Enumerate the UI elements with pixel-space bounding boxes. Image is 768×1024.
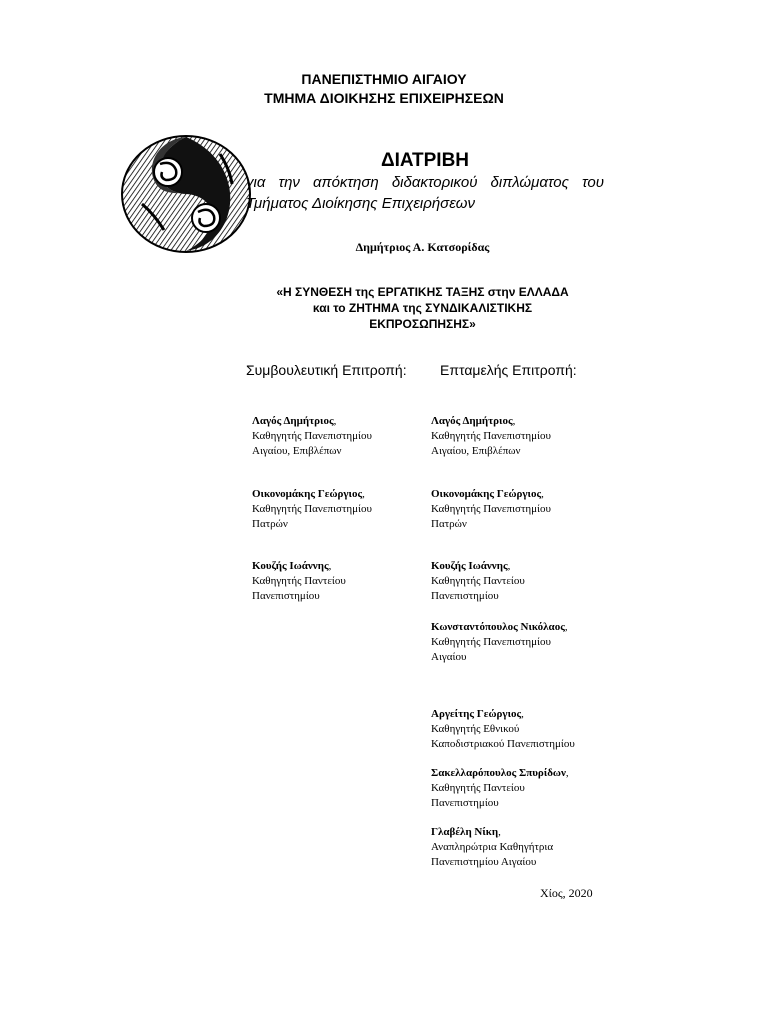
university-name: ΠΑΝΕΠΙΣΤΗΜΙΟ ΑΙΓΑΙΟΥ	[301, 71, 467, 87]
university-seal-icon	[120, 134, 252, 254]
member-name: Αργείτης Γεώργιος	[431, 708, 522, 720]
member-affiliation: Καποδιστριακού Πανεπιστημίου	[431, 738, 575, 750]
advisory-member: Λαγός Δημήτριος, Καθηγητής Πανεπιστημίου Αιγαίου, Επιβλέπων	[252, 414, 432, 459]
degree-purpose: για την απόκτηση διδακτορικού διπλώματος του Τμήματος Διοίκησης Επιχειρήσεων	[246, 174, 604, 212]
author-name: Δημήτριος Α. Κατσορίδας	[355, 240, 490, 254]
examining-member: Αργείτης Γεώργιος, Καθηγητής Εθνικού Καποδιστριακού Πανεπιστημίου	[431, 707, 631, 752]
member-title: Καθηγητής Πανεπιστημίου	[431, 636, 551, 648]
examining-member: Κωνσταντόπουλος Νικόλαος, Καθηγητής Πανεπιστημίου Αιγαίου	[431, 620, 631, 665]
thesis-title	[250, 284, 595, 332]
member-affiliation: Πανεπιστημίου Αιγαίου	[431, 856, 537, 868]
member-affiliation: Πατρών	[431, 518, 467, 530]
place-date: Χίος, 2020	[540, 886, 593, 900]
member-affiliation: Πανεπιστημίου	[431, 797, 499, 809]
advisory-member: Κουζής Ιωάννης, Καθηγητής Παντείου Πανεπιστημίου	[252, 559, 432, 604]
member-name: Οικονομάκης Γεώργιος	[252, 488, 363, 500]
advisory-committee-heading: Συμβουλευτική Επιτροπή:	[246, 362, 407, 378]
member-title: Αναπληρώτρια Καθηγήτρια	[431, 841, 554, 853]
thesis-title-line: ΕΚΠΡΟΣΩΠΗΣΗΣ»	[369, 317, 476, 331]
member-title: Καθηγητής Παντείου	[252, 575, 346, 587]
member-affiliation: Πανεπιστημίου	[252, 590, 320, 602]
member-name: Κωνσταντόπουλος Νικόλαος	[431, 621, 565, 633]
member-name: Κουζής Ιωάννης	[431, 560, 508, 572]
examining-member: Γλαβέλη Νίκη, Αναπληρώτρια Καθηγήτρια Πανεπιστημίου Αιγαίου	[431, 825, 631, 870]
member-title: Καθηγητής Πανεπιστημίου	[431, 503, 551, 515]
member-affiliation: Πανεπιστημίου	[431, 590, 499, 602]
member-affiliation: Αιγαίου, Επιβλέπων	[431, 445, 521, 457]
department-name: ΤΜΗΜΑ ΔΙΟΙΚΗΣΗΣ ΕΠΙΧΕΙΡΗΣΕΩΝ	[264, 90, 504, 106]
member-name: Γλαβέλη Νίκη	[431, 826, 499, 838]
thesis-title-line: και το ΖΗΤΗΜΑ της ΣΥΝΔΙΚΑΛΙΣΤΙΚΗΣ	[312, 301, 533, 315]
member-name: Κουζής Ιωάννης	[252, 560, 329, 572]
examining-member: Οικονομάκης Γεώργιος, Καθηγητής Πανεπιστημίου Πατρών	[431, 487, 611, 532]
examining-member: Λαγός Δημήτριος, Καθηγητής Πανεπιστημίου Αιγαίου, Επιβλέπων	[431, 414, 611, 459]
advisory-member: Οικονομάκης Γεώργιος, Καθηγητής Πανεπιστημίου Πατρών	[252, 487, 432, 532]
examining-member: Σακελλαρόπουλος Σπυρίδων, Καθηγητής Παντείου Πανεπιστημίου	[431, 766, 631, 811]
member-title: Καθηγητής Παντείου	[431, 575, 525, 587]
member-title: Καθηγητής Πανεπιστημίου	[252, 430, 372, 442]
member-affiliation: Αιγαίου	[431, 651, 467, 663]
member-name: Λαγός Δημήτριος	[431, 415, 513, 427]
member-title: Καθηγητής Πανεπιστημίου	[431, 430, 551, 442]
member-name: Σακελλαρόπουλος Σπυρίδων	[431, 767, 566, 779]
examining-committee-heading: Επταμελής Επιτροπή:	[440, 362, 577, 378]
member-name: Οικονομάκης Γεώργιος	[431, 488, 542, 500]
member-title: Καθηγητής Εθνικού	[431, 723, 520, 735]
member-name: Λαγός Δημήτριος	[252, 415, 334, 427]
examining-member: Κουζής Ιωάννης, Καθηγητής Παντείου Πανεπιστημίου	[431, 559, 611, 604]
member-affiliation: Αιγαίου, Επιβλέπων	[252, 445, 342, 457]
thesis-title-line: «Η ΣΥΝΘΕΣΗ της ΕΡΓΑΤΙΚΗΣ ΤΑΞΗΣ στην ΕΛΛΑΔΑ	[276, 285, 569, 299]
member-title: Καθηγητής Παντείου	[431, 782, 525, 794]
university-header	[0, 70, 768, 108]
document-type: ΔΙΑΤΡΙΒΗ	[380, 150, 470, 171]
member-title: Καθηγητής Πανεπιστημίου	[252, 503, 372, 515]
member-affiliation: Πατρών	[252, 518, 288, 530]
